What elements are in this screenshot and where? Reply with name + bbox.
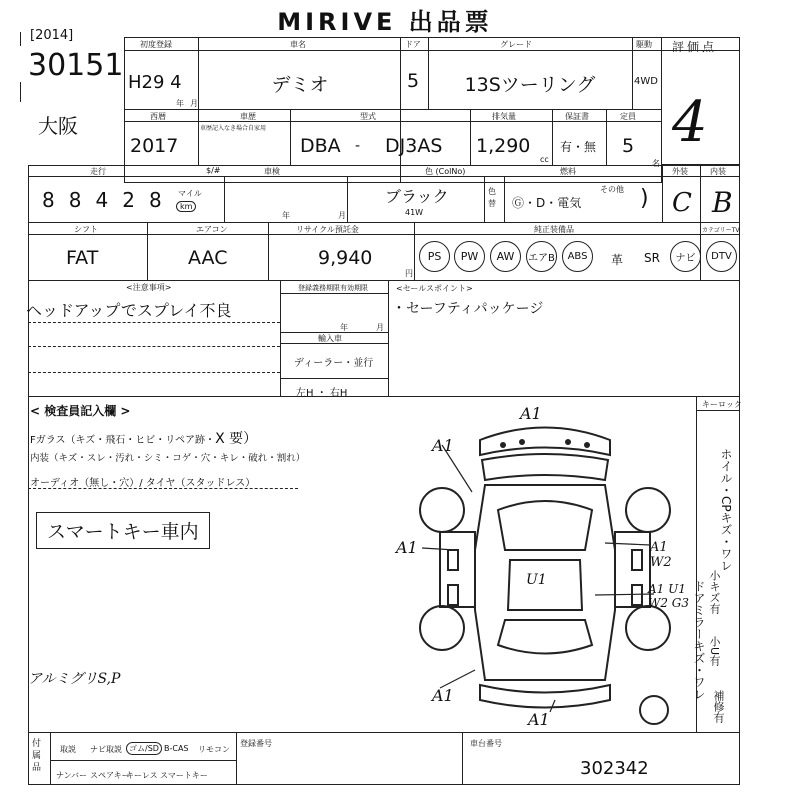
header-displacement: 排気量 <box>492 112 516 121</box>
right-condition-text-4: 小U有 <box>708 636 721 667</box>
aircon-value: AAC <box>188 247 228 269</box>
equipment-ps: PS <box>419 241 450 272</box>
right-condition-text-2: 小キズ有 <box>708 570 721 614</box>
header-recycle: リサイクル預託金 <box>296 225 359 234</box>
type-prefix-value: DBA <box>300 135 341 157</box>
type-dash: - <box>355 138 361 154</box>
yen-unit: 円 <box>405 269 413 278</box>
equipment-pw: PW <box>454 241 485 272</box>
right-condition-text-3: ドアミラーキズ・ワレ <box>692 580 706 700</box>
keylock-label: キーロック <box>702 400 742 409</box>
inspector-line2: 内装（キズ・スレ・汚れ・シミ・コゲ・穴・キレ・破れ・割れ） <box>30 453 306 464</box>
header-mileage-unit: $/# <box>206 166 221 175</box>
header-warranty: 保証書 <box>565 112 589 121</box>
color-change: 色替 <box>488 187 496 208</box>
mileage-digit: 8 <box>148 188 162 212</box>
mile-unit: マイル <box>178 189 202 198</box>
mileage-digit: 2 <box>122 188 135 212</box>
accessory-keyless: キーレス <box>126 771 158 780</box>
equipment-sunroof: SR <box>644 251 660 265</box>
right-condition-text-5: 補修有 <box>712 690 725 723</box>
header-model-name: 車名 <box>290 40 306 49</box>
western-year-value: 2017 <box>130 135 179 157</box>
month-unit: 月 <box>190 99 198 108</box>
equipment-aw: AW <box>490 241 521 272</box>
glass-mark: X 要） <box>215 431 258 447</box>
km-unit: km <box>176 201 196 212</box>
warranty-value: 有・無 <box>560 140 597 154</box>
cc-unit: cc <box>540 155 549 164</box>
header-aircon: エアコン <box>196 225 228 234</box>
header-capacity: 定員 <box>620 112 636 121</box>
header-western-year: 西暦 <box>150 112 166 121</box>
import-header: 輸入車 <box>318 334 342 343</box>
equipment-abs: ABS <box>562 241 593 272</box>
mileage-digit: 8 <box>68 188 82 212</box>
registration-label: 登録番号 <box>240 739 272 748</box>
smart-key-note: スマートキー車内 <box>36 512 210 549</box>
displacement-value: 1,290 <box>476 135 531 157</box>
lot-number: 30151 <box>28 48 124 83</box>
accessory-manual: 取説 <box>60 745 76 754</box>
header-fuel: 燃料 <box>560 167 576 176</box>
rating-value: 4 <box>672 90 708 155</box>
equipment-airbag: エアB <box>526 241 557 272</box>
exterior-grade: C <box>672 188 692 218</box>
shaken-month: 月 <box>338 211 346 220</box>
header-shaken: 車検 <box>264 167 280 176</box>
header-category-tv: カテゴリーTV <box>702 227 740 234</box>
chassis-label: 車台番号 <box>470 739 502 748</box>
car-mark-rear-left: A1 <box>432 686 454 705</box>
car-mark-right-1: A1 W2 <box>650 540 672 570</box>
car-mark-center: U1 <box>526 572 547 588</box>
header-exterior: 外装 <box>672 167 688 176</box>
header-equipment: 純正装備品 <box>534 225 574 234</box>
accessory-label: 付属品 <box>32 739 42 773</box>
fuel-options: Ⓖ・D・電気 <box>512 196 582 210</box>
page-title: MIRIVE 出品票 <box>277 8 493 36</box>
inspector-line3: オーディオ（無し・穴）/ タイヤ（スタッドレス） <box>30 478 256 489</box>
model-name-value: デミオ <box>271 74 329 96</box>
spec-row <box>28 223 740 281</box>
handle-text: 左H ・ 右H <box>296 388 348 399</box>
mileage-digits <box>42 188 162 212</box>
equipment-dtv: DTV <box>706 241 737 272</box>
header-doors: ドア <box>405 40 421 49</box>
accessory-sd: ゴム/SD <box>126 742 162 755</box>
car-mark-right-2: A1 U1 W2 G3 <box>648 582 690 610</box>
header-shift: シフト <box>74 225 98 234</box>
mileage-digit: 8 <box>42 188 55 212</box>
capacity-unit: 名 <box>652 159 660 168</box>
header-drive: 駆動 <box>636 40 652 49</box>
record-month: 月 <box>376 323 384 332</box>
sales-header: <セールスポイント> <box>396 284 473 293</box>
lot-year-tag: [2014] <box>30 28 74 43</box>
right-condition-text-1: ホイル・CPキズ・ワレ <box>719 448 733 572</box>
header-color: 色 (ColNo) <box>425 167 466 176</box>
sales-text: ・セーフティパッケージ <box>392 301 544 317</box>
year-unit: 年 <box>176 99 184 108</box>
accessory-remote: リモコン <box>198 745 230 754</box>
car-mark-top: A1 <box>520 404 542 423</box>
equipment-navi: ナビ <box>670 241 701 272</box>
chassis-number: 302342 <box>580 758 649 779</box>
caution-header: <注意事項> <box>126 283 172 292</box>
accessory-smart-key: スマートキー <box>160 771 208 780</box>
header-interior: 内装 <box>710 167 726 176</box>
accessory-bcas: B-CAS <box>164 744 189 753</box>
fuel-other: その他 <box>600 185 624 194</box>
first-reg-value: H29 4 <box>128 72 182 93</box>
import-text: ディーラー・並行 <box>294 358 374 369</box>
type-code-value: DJ3AS <box>385 135 443 157</box>
header-history: 車歴 <box>240 112 256 121</box>
car-mark-front-left: A1 <box>432 436 454 455</box>
accessory-navi-manual: ナビ取説 <box>90 745 122 754</box>
mileage-digit: 4 <box>95 188 109 212</box>
header-mileage: 走行 <box>90 167 106 176</box>
fuel-other-bracket: ) <box>640 186 649 211</box>
record-header: 登録義務期限有効期限 <box>298 284 368 292</box>
accessory-number: ナンバー <box>56 771 88 780</box>
venue-label: 大阪 <box>38 114 78 138</box>
shaken-year: 年 <box>282 211 290 220</box>
car-mark-left-side: A1 <box>396 538 418 557</box>
car-mark-bottom: A1 <box>528 710 550 729</box>
header-first-reg: 初度登録 <box>140 40 172 49</box>
header-grade: グレード <box>500 40 532 49</box>
header-type: 型式 <box>360 112 376 121</box>
drive-value: 4WD <box>634 76 658 87</box>
inspector-header: < 検査員記入欄 > <box>30 404 131 418</box>
history-note: 車歴記入なき場合自家用 <box>200 125 267 132</box>
shift-value: FAT <box>66 247 99 269</box>
record-year: 年 <box>340 323 348 332</box>
color-value: ブラック <box>385 187 449 206</box>
caution-text: ヘッドアップでスプレイ不良 <box>26 301 232 320</box>
color-code: 41W <box>405 208 424 217</box>
grade-value: 13Sツーリング <box>464 74 596 96</box>
handwritten-note: アルミグリS,P <box>28 671 121 687</box>
doors-value: 5 <box>407 70 420 92</box>
inspector-line1 <box>30 428 257 448</box>
recycle-value: 9,940 <box>318 247 373 269</box>
capacity-value: 5 <box>622 135 635 157</box>
equipment-leather: 革 <box>611 253 624 267</box>
accessory-spare-key: スペアキー <box>90 771 130 780</box>
glass-condition: Fガラス（キズ・飛石・ヒビ・リペア跡・ <box>30 435 216 446</box>
rating-header: 評価点 <box>672 40 718 54</box>
interior-grade: B <box>712 186 733 219</box>
main-info-table <box>124 37 662 183</box>
